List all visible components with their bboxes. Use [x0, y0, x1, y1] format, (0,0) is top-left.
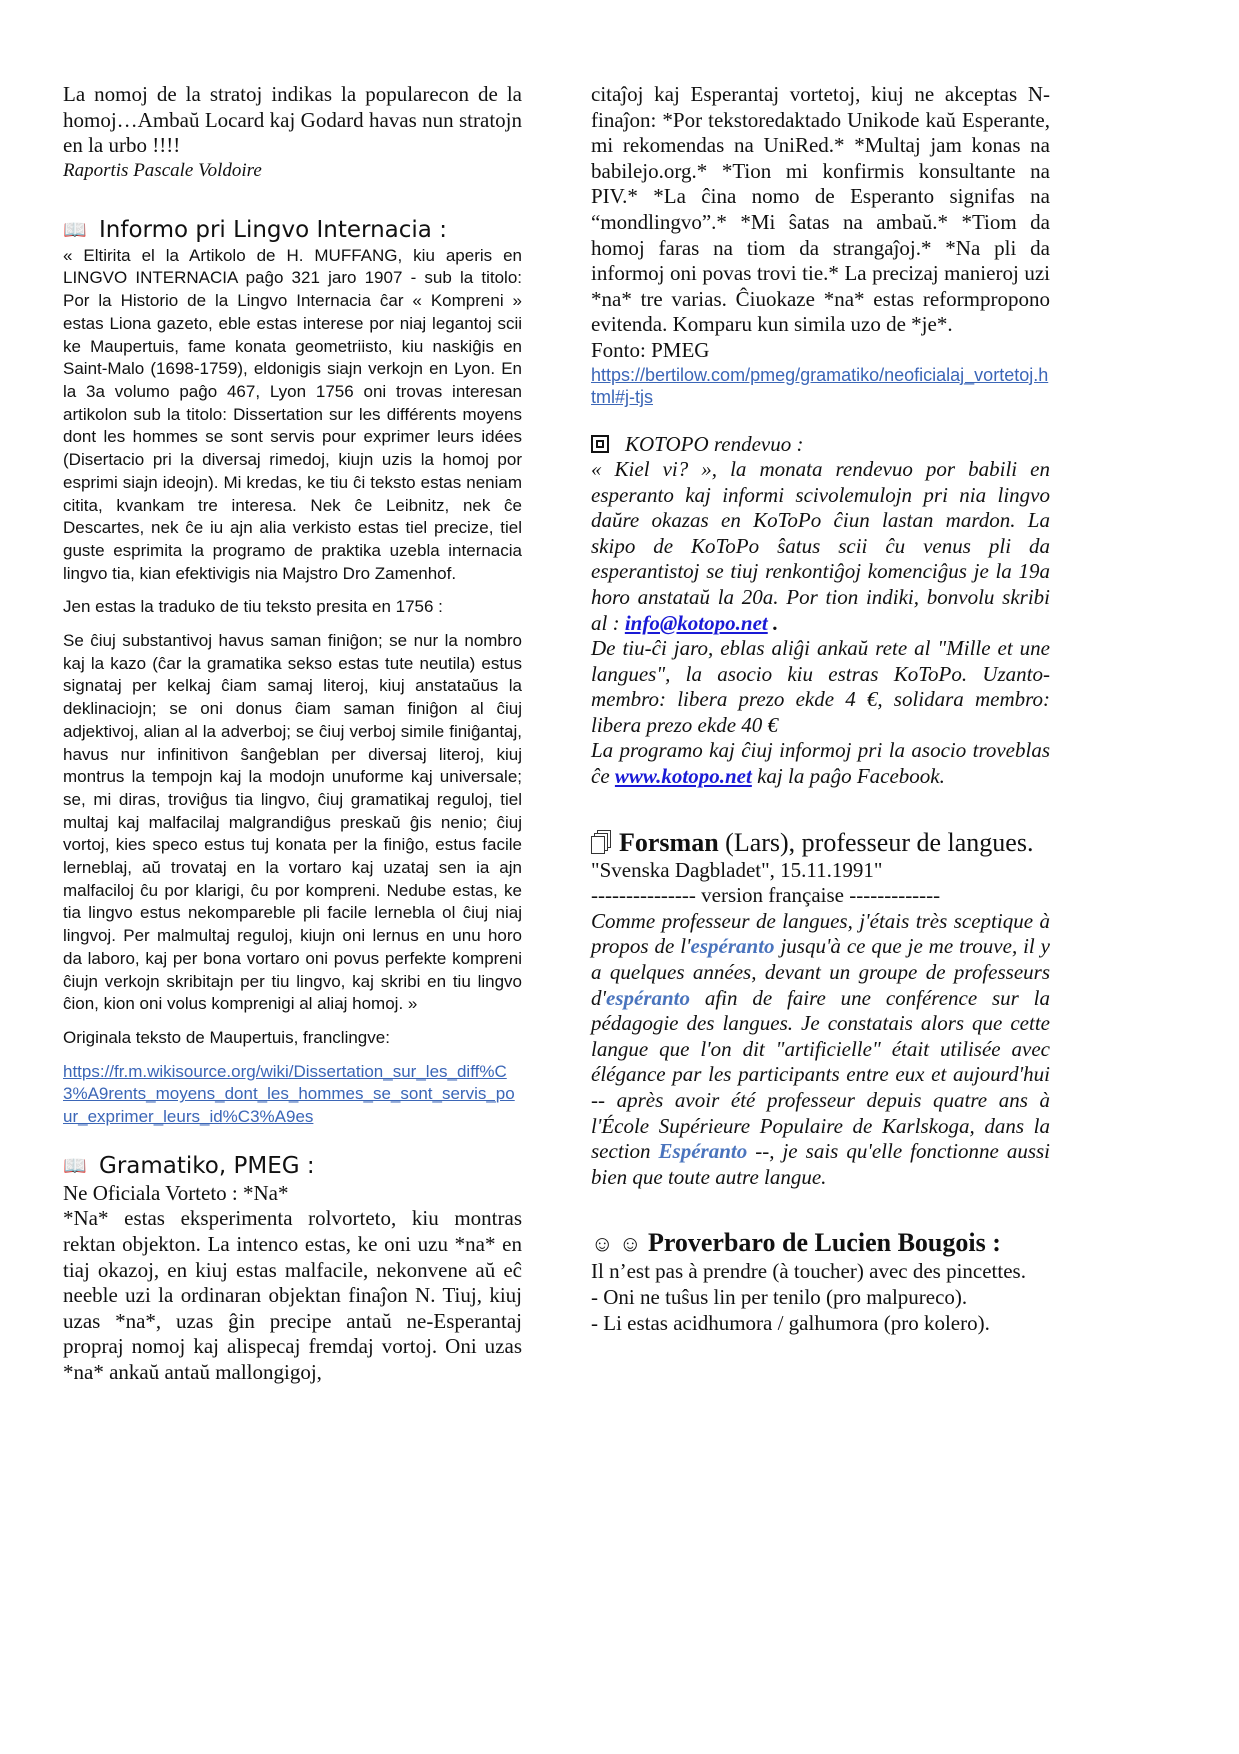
proverb-line-2: - Oni ne tuŝus lin per tenilo (pro malpureco).	[591, 1284, 968, 1309]
proverbaro-heading	[591, 1228, 1050, 1259]
informo-heading	[63, 215, 522, 245]
informo-title: Informo pri Lingvo Internacia :	[99, 216, 447, 243]
forsman-quote: Comme professeur de langues, j'étais très sceptique à propos de l'espéranto jusqu'à ce que je me trouve, il y a quelques années, devant un groupe de professeurs d'espéranto afin de faire une conférence sur la pédagogie des langues. Je constatais alors que cette langue que l'on dit "artificielle" était utilisée avec élégance par les participants entre eux et aujourd'hui -- après avoir été professeur depuis quatre ans à l'École Supérieure Populaire de Karlskoga, dans la section Espéranto --, je sais qu'elle fonctionne aussi bien que toute autre langue.	[591, 908, 1051, 1189]
kotopo-body-1: « Kiel vi? », la monata rendevuo por babili en esperanto kaj informi scivolemulojn pri nia lingvo daŭre okazas en KoToPo ĉiun lastan mardon. La skipo de KoToPo ŝatus scii ĉu venus pli da esperantistoj se tiuj renkontiĝoj komenciĝus je la 19a horo anstataŭ la 20a. Por tion indiki, bonvolu skribi al : info@kotopo.net .	[591, 456, 1050, 635]
pmeg-link[interactable]: https://bertilow.com/pmeg/gramatiko/neoficialaj_vortetoj.html#j-tjs	[591, 364, 1049, 408]
esperanto-word: espéranto	[690, 934, 775, 959]
open-book-icon: 📖	[63, 1154, 87, 1177]
kotopo-heading	[591, 431, 1050, 457]
kotopo-title-main: KOTOPO	[625, 431, 709, 456]
esperanto-word: espéranto	[606, 985, 690, 1010]
wikisource-link[interactable]: https://fr.m.wikisource.org/wiki/Dissertation_sur_les_diff%C3%A9rents_moyens_dont_les_hommes_se_sont_servis_pour_exprimer_leurs_id%C3%A9es	[63, 1061, 515, 1127]
intro-paragraph: La nomoj de la stratoj indikas la popularecon de la homoj…Ambaŭ Locard kaj Godard havas nun stratojn en la urbo !!!!	[63, 82, 522, 158]
informo-paragraph-2: Jen estas la traduko de tiu teksto presita en 1756 :	[63, 597, 443, 617]
kotopo-body-3: La programo kaj ĉiuj informoj pri la asocio troveblas ĉe www.kotopo.net kaj la paĝo Facebook.	[591, 738, 1050, 789]
gramatiko-continued: citaĵoj kaj Esperantaj vortetoj, kiuj ne akceptas N-finaĵon: *Por tekstoredaktado Unikode kaŭ Esperante, mi rekomendas na UniRed.* *Multaj jam konas na babilejo.org.* *Tion mi konfirmis konsultante na PIV.* *La ĉina nomo de Esperanto signifas na “mondlingvo”.* *Mi ŝatas na ambaŭ.* *Tiom da homoj faras na tiom da strangaĵoj.* *Na pli da informoj oni povas trovi tie.* La precizaj manieroj uzi *na* tre varias. Ĉiuokaze *na* estas reformpropono evitenda. Komparu kun simila uzo de *je*.	[591, 82, 1050, 337]
proverbaro-title: Proverbaro de Lucien Bougois :	[647, 1228, 1001, 1258]
esperanto-word: Espéranto	[658, 1139, 748, 1164]
byline: Raportis Pascale Voldoire	[63, 159, 262, 181]
kotopo-title-rest: rendevuo :	[708, 431, 804, 456]
gramatiko-source: Fonto: PMEG	[591, 337, 710, 362]
kotopo-website-link[interactable]: www.kotopo.net	[614, 764, 752, 789]
gramatiko-body: *Na* estas eksperimenta rolvorteto, kiu montras rektan objekton. La intenco estas, ke oni uzu *na* en tiaj okazoj, en kiuj estas malfacile, nekonvene aŭ eĉ neeble uzi la ordinaran objektan finaĵon N. Tiuj, kiuj uzas *na*, uzas ĝin precipe antaŭ ne-Esperantaj propraj nomoj kaj alispecaj fremdaj vortoj. Oni uzas *na* ankaŭ antaŭ mallongigoj,	[63, 1206, 522, 1384]
forsman-heading	[591, 828, 1050, 858]
forsman-separator: --------------- version française -------------	[591, 883, 941, 908]
kotopo-email-link[interactable]: info@kotopo.net	[624, 610, 768, 635]
informo-paragraph-3: Se ĉiuj substantivoj havus saman finiĝon; se nur la nombro kaj la kazo (ĉar la gramatika sekso estas tute neutila) estus signataj per kelkaj ĉiam samaj literoj, kiuj anstataŭus la deklinaciojn; se oni donus ĉiam saman finiĝon al ĉiuj adjektivoj, alian al la adverboj; se ĉiuj verboj simile finiĝantaj, havus nur infinitivon ŝanĝeblan per diversaj literoj, kiuj montrus la tempojn kaj la modojn unuforme kaj universale; se, mi diras, troviĝus tia lingvo, ĉiuj gramatikaj reguloj, tiel multaj kaj malfacilaj malgrandiĝus preskaŭ ĝis nenio; ĉiuj vortoj, kies speco estus tuj konata per la finiĝo, estus facile lerneblaj, aŭ trovataj en la vortaro kaj uzataj sen ia ajn malfaciloj ĉu por klarigi, ĉu por kompreni. Nedube estas, ke tia lingvo estus nekompareble pli facile lernebla ol ĉiuj niaj lingvoj. Per malmultaj reguloj, kiujn oni lernus en unu horo da laboro, kaj per bona vortaro oni povus perfekte kompreni ĉiujn verkojn skribitajn per tiu lingvo, kaj skribi en tiu lingvo ĉion, kion oni volus komprenigi al aliaj homoj. »	[63, 631, 522, 1014]
forsman-name: Forsman	[619, 827, 719, 857]
forsman-source: "Svenska Dagbladet", 15.11.1991"	[591, 857, 883, 882]
proverb-line-1: Il n’est pas à prendre (à toucher) avec des pincettes.	[591, 1259, 1026, 1284]
gramatiko-heading	[63, 1151, 522, 1181]
gramatiko-title: Gramatiko, PMEG :	[99, 1152, 315, 1179]
open-book-icon: 📖	[63, 218, 87, 241]
informo-paragraph-1: « Eltirita el la Artikolo de H. MUFFANG, kiu aperis en LINGVO INTERNACIA paĝo 321 jaro 1907 - sub la titolo: Por la Historio de la Lingvo Internacia ĉar « Kompreni » estas Liona gazeto, eble estas interese por niaj legantoj scii ke Maupertuis, fame konata geometriisto, kiu naskiĝis en Saint-Malo (1698-1759), eldonigis siajn verkojn en Lyon. En la 3a volumo paĝo 467, Lyon 1756 oni trovas interesan artikolon sub la titolo: Dissertation sur les différents moyens dont les hommes se sont servis pour exprimer leurs idées (Disertacio pri la diversaj rimedoj, kiujn uzis la homoj por esprimi siajn ideojn). Mi kredas, ke tiu ĉi teksto estas neniam citita, kvankam tre interesa. Nek ĉe Leibnitz, nek ĉe Descartes, nek ĉe iu ajn alia verkisto estas tiel precize, tiel guste esprimita la programo de praktika uzebla internacia lingvo tia, kian efektivigis nia Majstro Dro Zamenhof.	[63, 245, 522, 583]
kotopo-body-2: De tiu-ĉi jaro, eblas aliĝi ankaŭ rete al "Mille et une langues", la asocio kiu estras KoToPo. Uzanto-membro: libera prezo ekde 4 €, solidara membro: libera prezo ekde 40 €	[591, 636, 1050, 737]
documents-icon	[591, 830, 613, 856]
gramatiko-subtitle: Ne Oficiala Vorteto : *Na*	[63, 1180, 289, 1205]
forsman-title-rest: (Lars), professeur de langues.	[718, 827, 1034, 857]
informo-paragraph-4: Originala teksto de Maupertuis, franclingve:	[63, 1027, 390, 1047]
square-target-icon	[591, 435, 609, 453]
smiley-icon: ☺ ☺	[591, 1231, 642, 1257]
left-column	[63, 82, 522, 1386]
proverb-line-3: - Li estas acidhumora / galhumora (pro kolero).	[591, 1310, 990, 1335]
right-column	[591, 82, 1050, 1336]
